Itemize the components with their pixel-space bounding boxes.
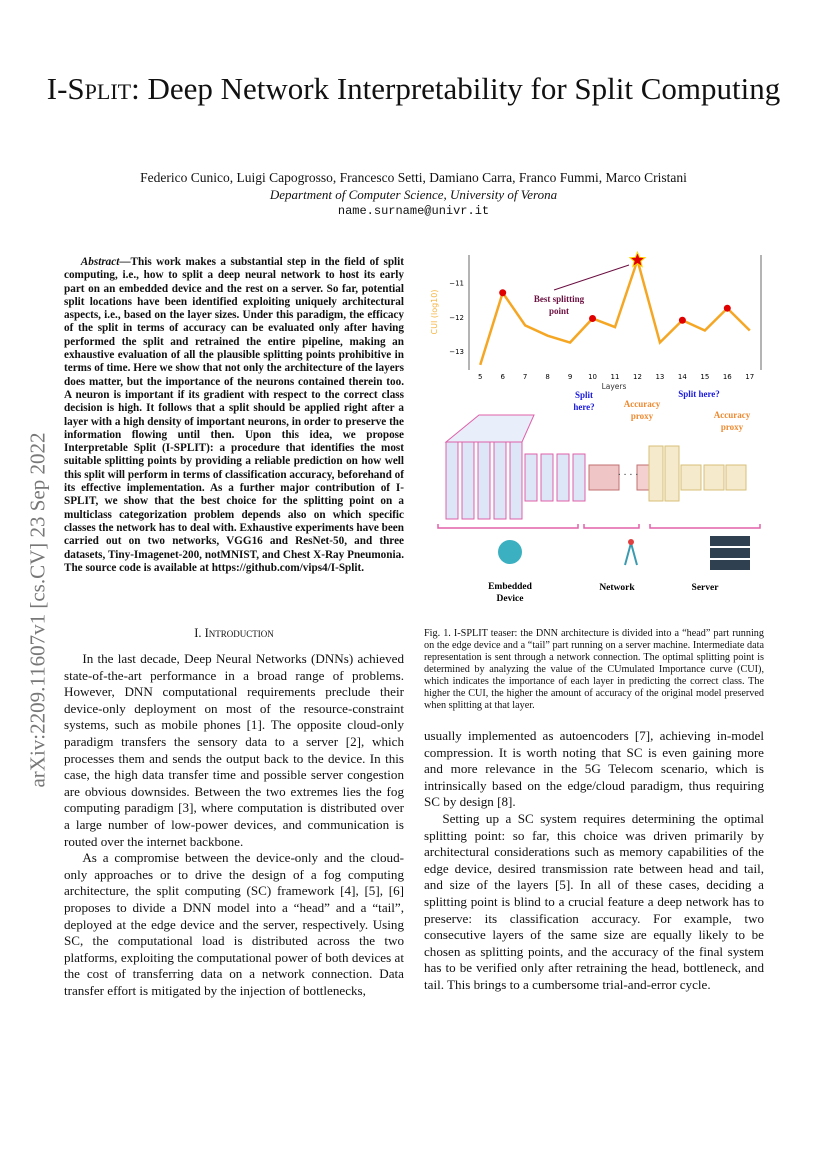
network-layers-diagram — [446, 415, 746, 519]
split-here-label-2: Split here? — [678, 389, 720, 399]
y-axis-label: CUI (log10) — [430, 289, 439, 335]
x-tick-label: 15 — [700, 373, 710, 381]
paragraph: usually implemented as autoencoders [7], achieving in-model compression. It is worth noting that SC is even gaining more and more relevance in the 5G Telecom scenario, which is intrinsically based on the edge/cloud paradigm, thus requiring SC by design [8]. — [424, 728, 764, 810]
best-split-label-2: point — [548, 306, 570, 316]
paragraph: Setting up a SC system requires determining the optimal splitting point: so far, this choice was driven primarily by architectural considerations such as memory capabilities of the edge device, desired transmission rate between head and tail, and size of the layers [5]. In all of these cases, deciding a splitting point is blind to a crucial feature a deep network has to preserve: its classification accuracy. For example, two consecutive layers of the same size are equally likely to be chosen as splitting points, and the accuracy of the final system has to be verified only after retraining the head, bottleneck, and tail. This brings to a cumbersome trial-and-error cycle. — [424, 810, 764, 992]
split-here-label: here? — [573, 402, 595, 412]
x-tick-label: 16 — [722, 373, 732, 381]
x-tick-label: 13 — [655, 373, 665, 381]
y-tick-label: −13 — [449, 348, 464, 357]
introduction-body — [64, 651, 404, 999]
embedded-device-label: Device — [496, 594, 524, 604]
x-tick-label: 14 — [677, 373, 687, 381]
network-label: Network — [599, 583, 635, 593]
x-tick-label: 6 — [500, 373, 505, 381]
server-label: Server — [691, 583, 719, 593]
abstract — [64, 256, 404, 575]
x-tick-label: 12 — [633, 373, 642, 381]
accuracy-proxy-label: proxy — [630, 411, 654, 421]
abstract-label: Abstract — [80, 256, 120, 268]
right-column-body — [424, 728, 764, 994]
x-tick-label: 9 — [567, 373, 573, 381]
embedded-device-icon — [498, 540, 522, 564]
teaser-figure — [424, 250, 764, 610]
embedded-device-label: Embedded — [488, 582, 532, 592]
x-tick-label: 7 — [522, 373, 528, 381]
highlight-point — [679, 317, 686, 324]
paragraph: In the last decade, Deep Neural Networks (DNNs) achieved state-of-the-art performance in a broad range of problems. However, DNN computational requirements preclude their device-only deployment on most of the resource-constraint systems, such as mobile phones [1]. The opposite cloud-only paradigm transfers the sensory data to a server [2], which processes them and sends the output back to the device. In this case, the high data transfer time and possible server congestion are obvious downsides. Between the two extremes lies the fog computing paradigm [3], where computation is distributed over a large number of low-power devices, and communication is routed over the internet backbone. — [64, 651, 404, 849]
arxiv-identifier: arXiv:2209.11607v1 [cs.CV] 23 Sep 2022 — [25, 432, 50, 788]
x-tick-label: 17 — [745, 373, 755, 381]
accuracy-proxy-label-2: proxy — [720, 422, 744, 432]
highlight-point — [589, 315, 596, 322]
email[interactable]: name.surname@univr.it — [337, 204, 490, 218]
server-icon — [710, 536, 750, 570]
y-tick-label: −12 — [449, 313, 464, 322]
split-here-label: Split — [574, 390, 594, 400]
accuracy-proxy-label: Accuracy — [623, 399, 661, 409]
accuracy-proxy-label-2: Accuracy — [713, 410, 751, 420]
abstract-text: —This work makes a substantial step in the field of split computing, i.e., how to split a deep neural network to host its early part on an embedded device and the rest on a server. So far, potential split locations have been identified exploiting uniquely architectural aspects, i.e., based on the layer sizes. Under this paradigm, the efficacy of the split in terms of accuracy can be evaluated only after having performed the split and retrained the entire pipeline, making an exhaustive evaluation of all the plausible splitting points prohibitive in terms of time. Here we show that not only the architecture of the layers does matter, but the importance of the neurons contained therein too. A neuron is important if its gradient with respect to the correct class decision is high. It follows that a split should be applied right after a layer with a high density of important neurons, in order to preserve the information flowing until then. Upon this idea, we propose Interpretable Split (I-SPLIT): a procedure that identifies the most suitable splitting points by providing a reliable prediction on how well this split will perform in terms of classification accuracy, beforehand of its effective implementation. As a further major contribution of I-SPLIT, we show that the best choice for the splitting point on a multiclass categorization problem depends also on which specific classes the network has to deal with. Exhaustive experiments have been carried out on two networks, VGG16 and ResNet-50, and three datasets, Tiny-Imagenet-200, notMNIST, and Chest X-Ray Pneumonia. The source code is available at https://github.com/vips4/I-Split. — [64, 256, 404, 574]
paragraph: As a compromise between the device-only and the cloud-only approaches or to drive the design of a fog computing architecture, the split computing (SC) framework [4], [5], [6] proposes to divide a DNN model into a “head” and a “tail”, deployed at the edge device and the server, respectively. Using SC, the computational load is distributed across the two platforms, exploiting the computational power of both devices at the cost of transferring data on a network connection. Data transfer effort is mitigated by the injection of bottlenecks, — [64, 850, 404, 998]
network-tower-icon — [625, 543, 637, 565]
affiliation: Department of Computer Science, University of Verona — [269, 187, 558, 202]
annotation-arrow — [554, 265, 629, 290]
x-tick-label: 8 — [545, 373, 550, 381]
highlight-point — [499, 289, 506, 296]
cui-chart — [430, 252, 761, 391]
x-tick-label: 11 — [610, 373, 620, 381]
authors: Federico Cunico, Luigi Capogrosso, Francesco Setti, Damiano Carra, Franco Fummi, Marco Cristani — [140, 170, 687, 185]
paper-title — [40, 70, 787, 108]
section-heading-introduction: I. Introduction — [194, 626, 274, 640]
ellipsis: · · · · — [617, 470, 639, 481]
best-split-label-1: Best splitting — [533, 294, 585, 304]
highlight-point — [724, 305, 731, 312]
x-tick-label: 5 — [477, 373, 483, 381]
title-rest: : Deep Network Interpretability for Split Computing — [131, 71, 781, 106]
title-smallcaps: Split — [67, 71, 132, 106]
title-prefix: I- — [46, 71, 68, 106]
brackets — [438, 524, 760, 528]
y-tick-label: −11 — [449, 279, 464, 288]
x-axis-label: Layers — [601, 382, 627, 391]
cui-line — [480, 260, 750, 365]
figure-caption: Fig. 1. I-SPLIT teaser: the DNN architecture is divided into a “head” part running on the edge device and a “tail” part running on a server machine. Intermediate data representation is sent through a network connection. The optimal splitting point is determined by analyzing the value of the CUmulated Importance curve (CUI), which indicates the importance of each layer in predicting the correct class. The higher the CUI, the higher the amount of accuracy of the original model preserved when splitting at that layer. — [424, 628, 764, 711]
x-tick-label: 10 — [588, 373, 597, 381]
